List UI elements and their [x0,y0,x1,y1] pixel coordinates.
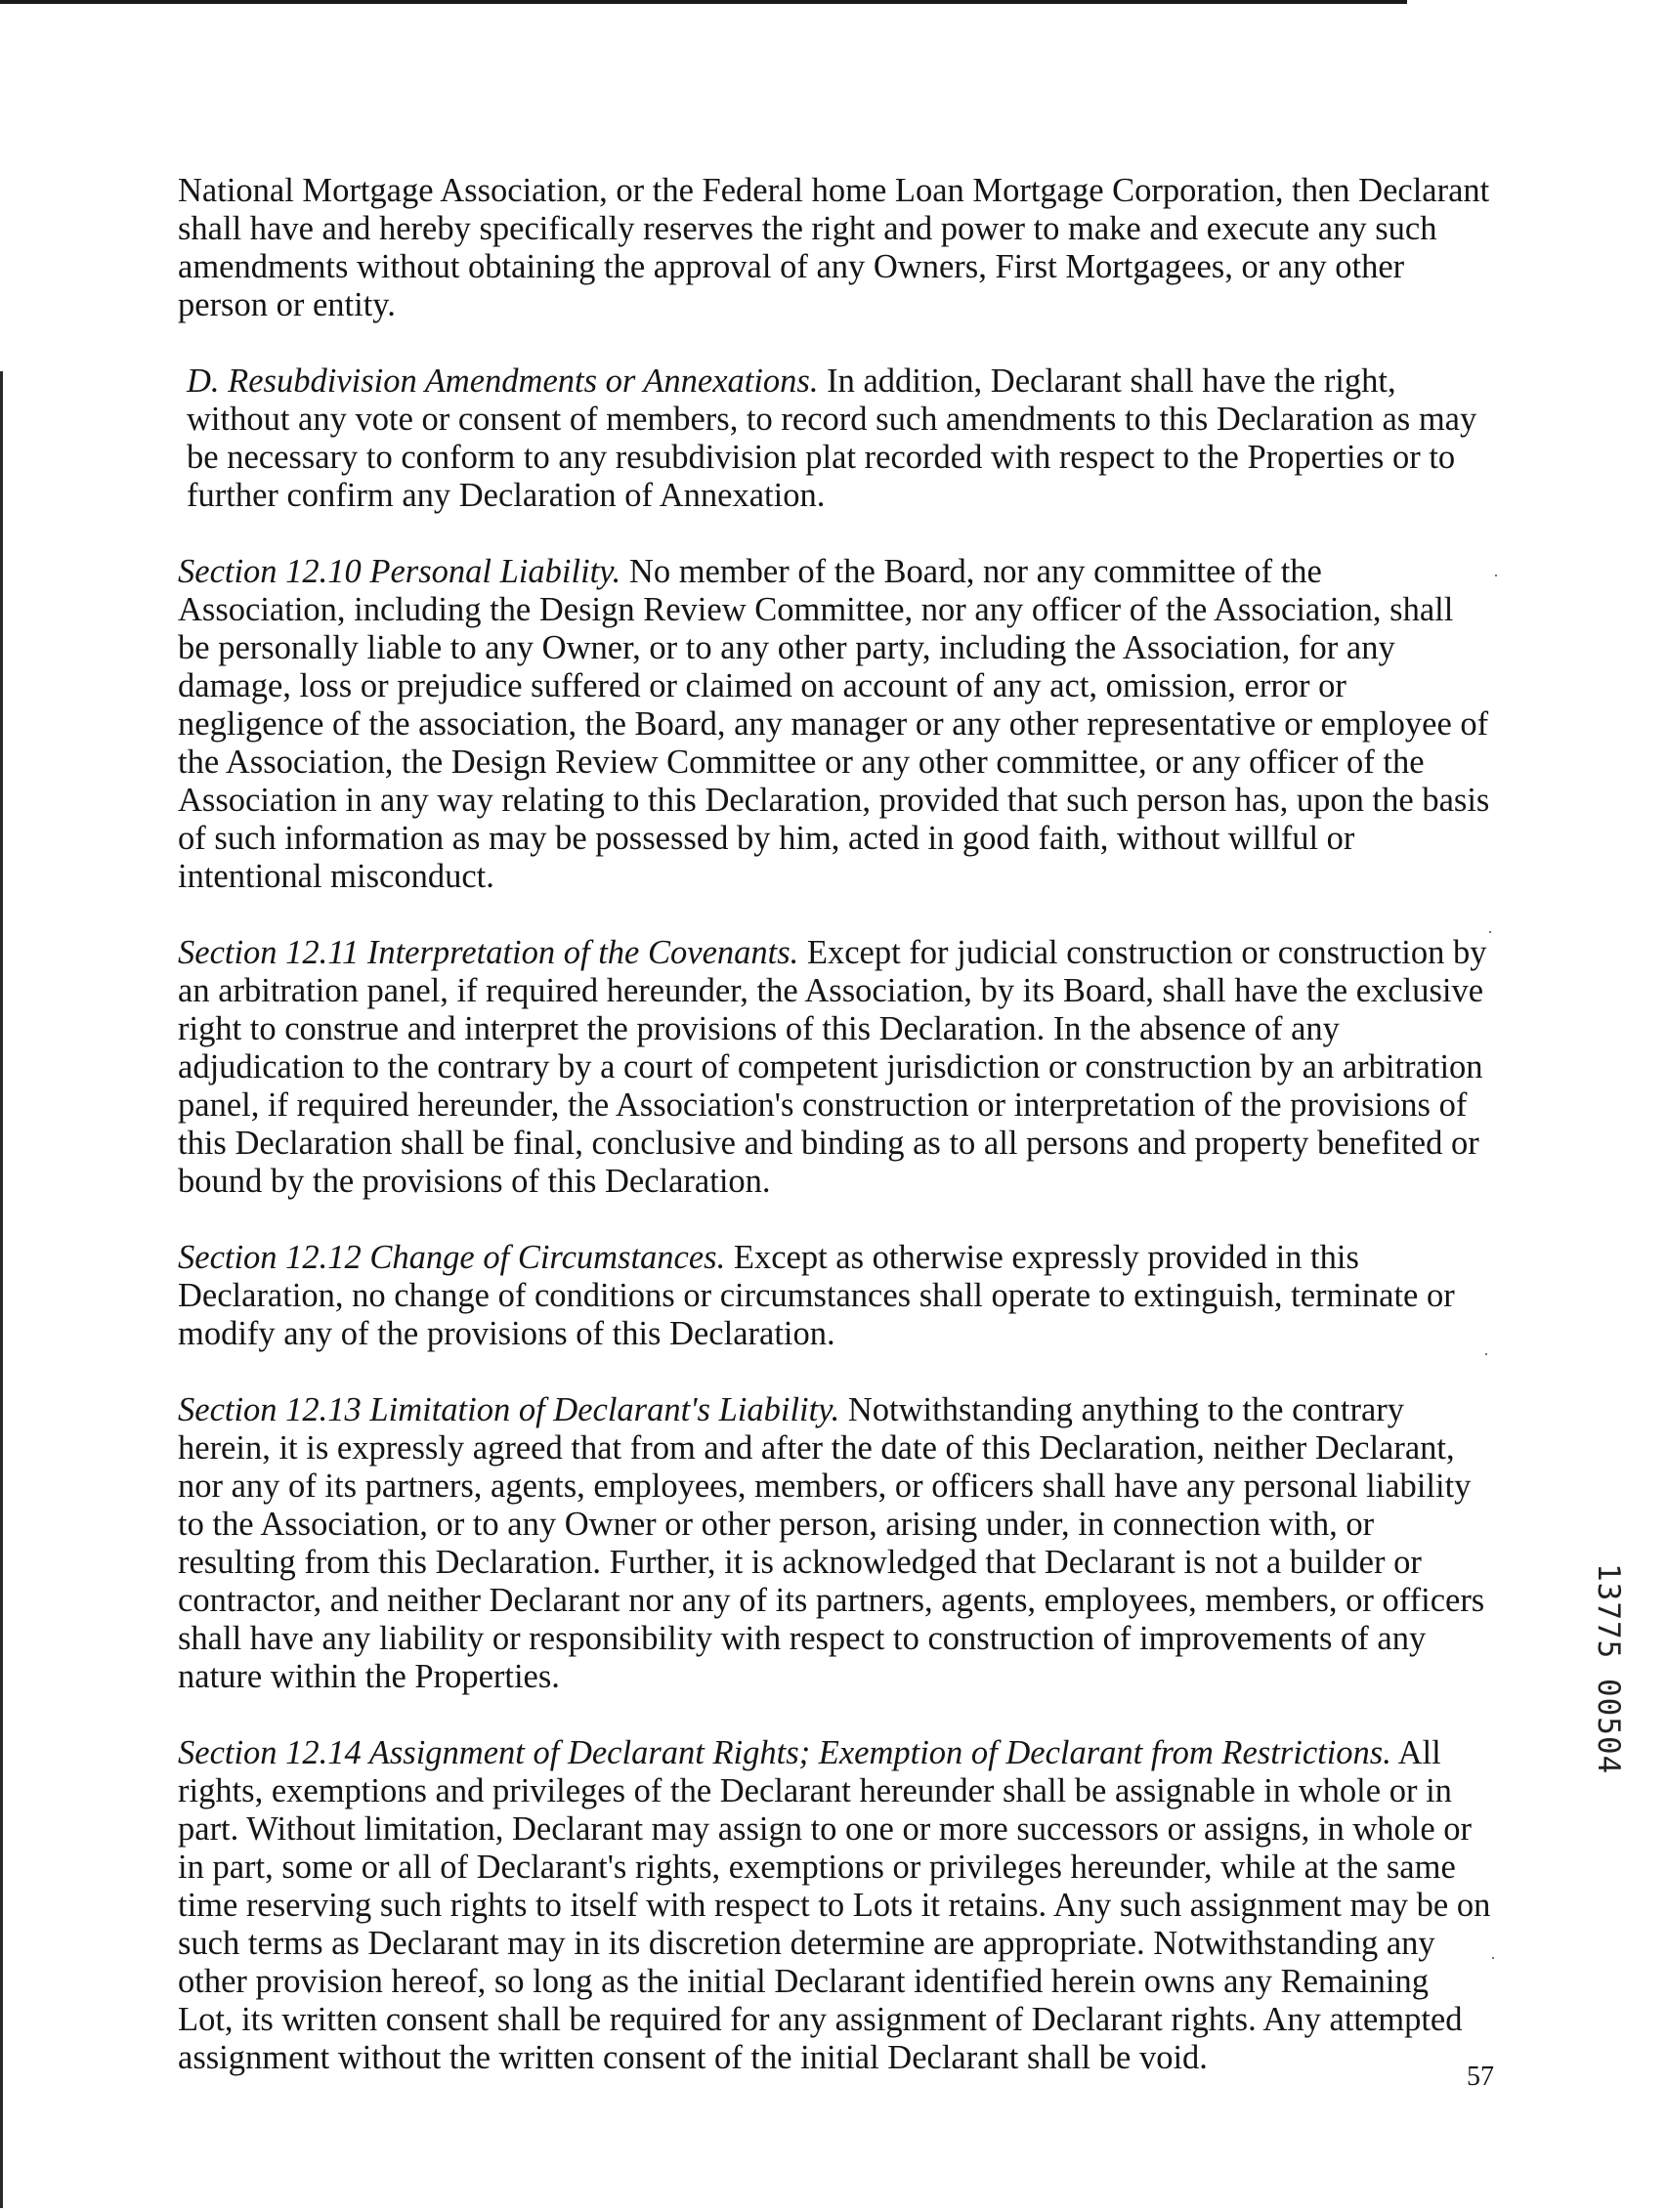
section-heading: Section 12.10 Personal Liability. [178,553,621,590]
recording-number-stamp: 13775 00504 [1591,1563,1626,1775]
scan-speck [1489,931,1491,933]
section-d-resubdivision [178,362,1492,515]
section-heading: Section 12.13 Limitation of Declarant's Liability. [178,1391,840,1428]
scan-speck [1485,1353,1487,1355]
section-body: All rights, exemptions and privileges of the Declarant hereunder shall be assignable in whole or in part. Without limitation, Declarant may assign to one or more successors or assigns, in whole or in part, some or all of Declarant's rights, exemptions or privileges hereunder, while at the same time reserving such rights to itself with respect to Lots it retains. Any such assignment may be on such terms as Declarant may in its discretion determine are appropriate. Notwithstanding any other provision hereof, so long as the initial Declarant identified herein owns any Remaining Lot, its written consent shall be required for any assignment of Declarant rights. Any attempted assignment without the written consent of the initial Declarant shall be void. [178,1734,1491,2076]
page-number: 57 [1467,2062,1494,2092]
section-12-12 [178,1239,1492,1353]
section-body: Notwithstanding anything to the contrary herein, it is expressly agreed that from and after the date of this Declaration, neither Declarant, nor any of its partners, agents, employees, members, or officers shall have any personal liability to the Association, or to any Owner or other person, arising under, in connection with, or resulting from this Declaration. Further, it is acknowledged that Declarant is not a builder or contractor, and neither Declarant nor any of its partners, agents, employees, members, or officers shall have any liability or responsibility with respect to construction of improvements of any nature within the Properties. [178,1391,1485,1695]
scan-left-border [0,371,3,2208]
section-heading: Section 12.11 Interpretation of the Covenants. [178,934,799,971]
section-12-10 [178,553,1492,896]
intro-paragraph: National Mortgage Association, or the Federal home Loan Mortgage Corporation, then Declarant shall have and hereby specifically reserves the right and power to make and execute any such amendments without obtaining the approval of any Owners, First Mortgagees, or any other person or entity. [178,172,1490,323]
document-page [178,172,1492,2115]
scan-speck [1495,574,1497,576]
section-body: In addition, Declarant shall have the right, without any vote or consent of members, to record such amendments to this Declaration as may be necessary to conform to any resubdivision plat recorded with respect to the Properties or to further confirm any Declaration of Annexation. [187,362,1477,514]
section-heading: D. Resubdivision Amendments or Annexations. [187,362,819,400]
section-body: Except as otherwise expressly provided in this Declaration, no change of conditions or circumstances shall operate to extinguish, terminate or modify any of the provisions of this Declaration. [178,1239,1455,1352]
section-12-11 [178,934,1492,1201]
section-12-14 [178,1734,1492,2077]
section-12-13 [178,1391,1492,1696]
scan-top-border [0,0,1407,4]
section-heading: Section 12.14 Assignment of Declarant Rights; Exemption of Declarant from Restrictions. [178,1734,1391,1771]
scan-speck [1492,1957,1494,1959]
section-body: No member of the Board, nor any committee of the Association, including the Design Review Committee, nor any officer of the Association, shall be personally liable to any Owner, or to any other party, including the Association, for any damage, loss or prejudice suffered or claimed on account of any act, omission, error or negligence of the association, the Board, any manager or any other representative or employee of the Association, the Design Review Committee or any other committee, or any officer of the Association in any way relating to this Declaration, provided that such person has, upon the basis of such information as may be possessed by him, acted in good faith, without willful or intentional misconduct. [178,553,1490,895]
section-body: Except for judicial construction or construction by an arbitration panel, if required hereunder, the Association, by its Board, shall have the exclusive right to construe and interpret the provisions of this Declaration. In the absence of any adjudication to the contrary by a court of competent jurisdiction or construction by an arbitration panel, if required hereunder, the Association's construction or interpretation of the provisions of this Declaration shall be final, conclusive and binding as to all persons and property benefited or bound by the provisions of this Declaration. [178,934,1487,1200]
section-heading: Section 12.12 Change of Circumstances. [178,1239,726,1276]
